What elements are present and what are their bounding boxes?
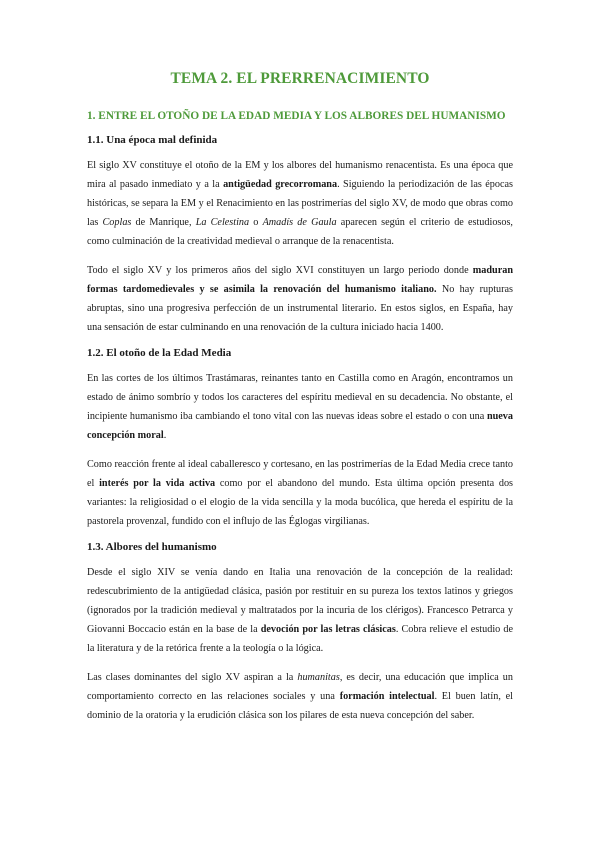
paragraph-1-1-a: El siglo XV constituye el otoño de la EM y los albores del humanismo renacentista. Es una época que mira al pasado inmediato y a la antigüedad grecorromana. Siguiendo la periodización de las épocas históricas, se separa la EM y el Renacimiento en las postrimerías del siglo XV, de modo que obras como las Coplas de Manrique, La Celestina o Amadís de Gaula aparecen según el criterio de estudiosos, como culminación de la creatividad medieval o arranque de la renacentista. xyxy=(87,160,513,247)
page-content xyxy=(87,70,513,735)
paragraph-1-2-a: En las cortes de los últimos Trastámaras, reinantes tanto en Castilla como en Aragón, encontramos un estado de ánimo sombrío y todos los caracteres del espíritu medieval en su decadencia. No obstante, el incipiente humanismo iba cambiando el tono vital con las nuevas ideas sobre el estado o con una nueva concepción moral. xyxy=(87,373,513,441)
section-1-heading: 1. ENTRE EL OTOÑO DE LA EDAD MEDIA Y LOS ALBORES DEL HUMANISMO xyxy=(87,110,506,122)
paragraph-1-3-b: Las clases dominantes del siglo XV aspiran a la humanitas, es decir, una educación que implica un comportamiento correcto en las relaciones sociales y una formación intelectual. El buen latín, el dominio de la oratoria y la erudición clásica son los pilares de esta nueva concepción del saber. xyxy=(87,672,513,721)
paragraph-1-1-b: Todo el siglo XV y los primeros años del siglo XVI constituyen un largo periodo donde maduran formas tardomedievales y se asimila la renovación del humanismo italiano. No hay rupturas abruptas, sino una progresiva perfección de un instrumental literario. En estos siglos, en España, hay una sensación de estar culminando en una renovación de la cultura iniciado hacia 1400. xyxy=(87,265,514,333)
paragraph-1-2-b: Como reacción frente al ideal caballeresco y cortesano, en las postrimerías de la Edad Media crece tanto el interés por la vida activa como por el abandono del mundo. Esta última opción presenta dos variantes: la religiosidad o el elogio de la vida sencilla y la moda bucólica, que hereda el espíritu de la pastorela provenzal, fundido con el influjo de las Églogas virgilianas. xyxy=(87,459,514,527)
page-title: TEMA 2. EL PRERRENACIMIENTO xyxy=(170,70,430,87)
subsection-1-1-heading: 1.1. Una época mal definida xyxy=(87,134,218,146)
subsection-1-3-heading: 1.3. Albores del humanismo xyxy=(87,541,217,553)
paragraph-1-3-a: Desde el siglo XIV se venía dando en Italia una renovación de la concepción de la realidad: redescubrimiento de la antigüedad clásica, pasión por restituir en su pureza los textos latinos y griegos (ignorados por la tradición medieval y maltratados por la incuria de los clérigos). Francesco Petrarca y Giovanni Boccacio están en la base de la devoción por las letras clásicas. Cobra relieve el estudio de la literatura y de la retórica frente a la teología o la lógica. xyxy=(87,567,513,654)
subsection-1-2-heading: 1.2. El otoño de la Edad Media xyxy=(87,347,232,359)
